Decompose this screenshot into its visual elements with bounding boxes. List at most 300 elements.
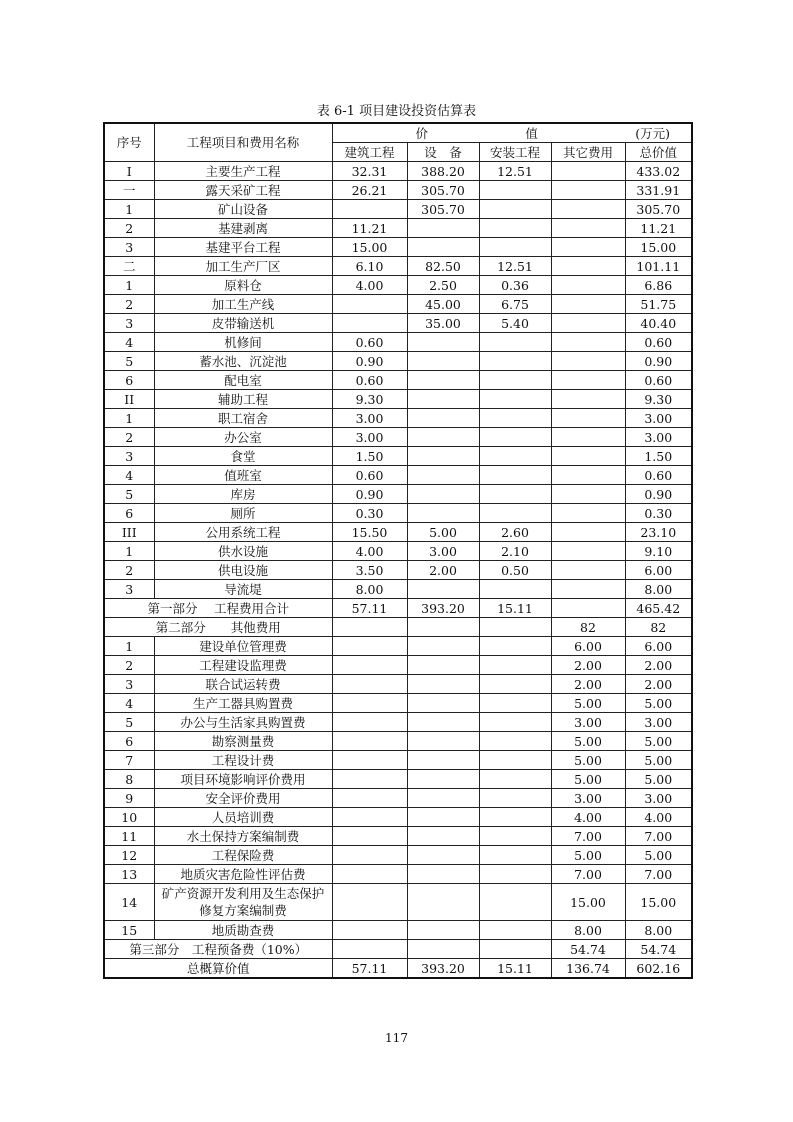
row-equip	[407, 789, 479, 808]
header-value-char-2: 值	[525, 125, 538, 141]
row-equip	[407, 390, 479, 409]
table-row	[104, 219, 692, 238]
row-equip	[407, 428, 479, 447]
table-row	[104, 200, 692, 219]
row-build: 32.31	[332, 162, 407, 181]
row-total: 433.02	[625, 162, 692, 181]
table-row	[104, 333, 692, 352]
row-total: 11.21	[625, 219, 692, 238]
row-build	[332, 637, 407, 656]
row-name: 露天采矿工程	[154, 181, 332, 200]
row-install	[479, 865, 551, 884]
row-name: 厕所	[154, 504, 332, 523]
row-install	[479, 751, 551, 770]
row-equip	[407, 921, 479, 940]
table-caption: 表 6-1 项目建设投资估算表	[316, 104, 477, 119]
row-total: 9.30	[625, 390, 692, 409]
row-equip	[407, 808, 479, 827]
row-index: 5	[104, 485, 154, 504]
header-index: 序号	[104, 123, 154, 162]
row-index: 3	[104, 675, 154, 694]
row-equip: 45.00	[407, 295, 479, 314]
row-index: II	[104, 390, 154, 409]
row-other	[551, 523, 625, 542]
row-total: 6.86	[625, 276, 692, 295]
row-equip	[407, 656, 479, 675]
row-other: 2.00	[551, 675, 625, 694]
row-equip: 35.00	[407, 314, 479, 333]
row-other	[551, 200, 625, 219]
part3-contingency-row-install	[479, 940, 551, 959]
table-row	[104, 352, 692, 371]
row-equip	[407, 732, 479, 751]
row-other	[551, 238, 625, 257]
row-total: 0.60	[625, 333, 692, 352]
row-install	[479, 447, 551, 466]
row-name: 职工宿舍	[154, 409, 332, 428]
row-install	[479, 200, 551, 219]
row-build: 0.60	[332, 466, 407, 485]
row-build	[332, 751, 407, 770]
row-equip	[407, 219, 479, 238]
row-install	[479, 675, 551, 694]
grand-total-row-build: 57.11	[332, 959, 407, 979]
part3-contingency-row-label: 第三部分 工程预备费（10%）	[104, 940, 332, 959]
row-total: 7.00	[625, 865, 692, 884]
part1-subtotal-row-build: 57.11	[332, 599, 407, 618]
row-build: 4.00	[332, 542, 407, 561]
row-total: 101.11	[625, 257, 692, 276]
header-install: 安装工程	[479, 143, 551, 162]
table-row	[104, 542, 692, 561]
row-equip	[407, 865, 479, 884]
row-total: 3.00	[625, 428, 692, 447]
row-install	[479, 466, 551, 485]
row-other	[551, 542, 625, 561]
row-equip: 82.50	[407, 257, 479, 276]
row-install	[479, 352, 551, 371]
row-equip	[407, 713, 479, 732]
row-install	[479, 827, 551, 846]
row-index: 2	[104, 219, 154, 238]
row-index: 3	[104, 238, 154, 257]
row-install: 12.51	[479, 257, 551, 276]
row-equip: 2.50	[407, 276, 479, 295]
part3-contingency-row-equip	[407, 940, 479, 959]
row-total: 23.10	[625, 523, 692, 542]
row-install	[479, 770, 551, 789]
row-index: 3	[104, 580, 154, 599]
table-row	[104, 827, 692, 846]
row-total: 0.60	[625, 466, 692, 485]
row-install	[479, 789, 551, 808]
row-other	[551, 181, 625, 200]
row-other	[551, 504, 625, 523]
row-index: 一	[104, 181, 154, 200]
row-build	[332, 732, 407, 751]
row-total: 305.70	[625, 200, 692, 219]
row-install	[479, 656, 551, 675]
row-build: 3.00	[332, 428, 407, 447]
row-total: 3.00	[625, 713, 692, 732]
row-build	[332, 200, 407, 219]
row-total: 9.10	[625, 542, 692, 561]
row-install	[479, 884, 551, 921]
table-row	[104, 485, 692, 504]
row-install	[479, 694, 551, 713]
row-other: 5.00	[551, 770, 625, 789]
table-row	[104, 865, 692, 884]
table-row	[104, 561, 692, 580]
row-total: 5.00	[625, 751, 692, 770]
row-install	[479, 371, 551, 390]
table-body	[104, 123, 692, 978]
row-other	[551, 314, 625, 333]
row-total: 0.60	[625, 371, 692, 390]
row-name: 值班室	[154, 466, 332, 485]
row-install: 12.51	[479, 162, 551, 181]
row-build	[332, 808, 407, 827]
part1-subtotal-row-label: 第一部分 工程费用合计	[104, 599, 332, 618]
row-equip: 305.70	[407, 181, 479, 200]
row-equip	[407, 466, 479, 485]
row-build	[332, 314, 407, 333]
row-index: 2	[104, 656, 154, 675]
row-build: 0.60	[332, 371, 407, 390]
row-name: 工程保险费	[154, 846, 332, 865]
header-value-char-1: 价	[415, 125, 429, 141]
row-other: 4.00	[551, 808, 625, 827]
row-index: 1	[104, 409, 154, 428]
row-total: 7.00	[625, 827, 692, 846]
row-other: 3.00	[551, 713, 625, 732]
row-build	[332, 675, 407, 694]
row-other	[551, 485, 625, 504]
row-name: 库房	[154, 485, 332, 504]
row-total: 15.00	[625, 884, 692, 921]
row-name: 水土保持方案编制费	[154, 827, 332, 846]
row-install: 2.10	[479, 542, 551, 561]
row-equip	[407, 447, 479, 466]
row-name: 地质灾害危险性评估费	[154, 865, 332, 884]
row-build: 3.00	[332, 409, 407, 428]
row-other	[551, 295, 625, 314]
row-install: 2.60	[479, 523, 551, 542]
table-row	[104, 428, 692, 447]
row-other	[551, 580, 625, 599]
row-other: 5.00	[551, 694, 625, 713]
row-install	[479, 713, 551, 732]
part1-subtotal-row-install: 15.11	[479, 599, 551, 618]
table-row	[104, 523, 692, 542]
row-index: 5	[104, 713, 154, 732]
row-name: 供水设施	[154, 542, 332, 561]
row-install	[479, 181, 551, 200]
row-index: 1	[104, 276, 154, 295]
row-name: 公用系统工程	[154, 523, 332, 542]
row-equip	[407, 846, 479, 865]
row-index: I	[104, 162, 154, 181]
row-other	[551, 447, 625, 466]
row-index: 4	[104, 333, 154, 352]
table-row	[104, 276, 692, 295]
row-total: 2.00	[625, 675, 692, 694]
row-other: 15.00	[551, 884, 625, 921]
part3-contingency-row	[104, 940, 692, 959]
row-other: 5.00	[551, 846, 625, 865]
part2-other-fees-row-equip	[407, 618, 479, 637]
header-value-group	[332, 123, 692, 143]
row-other: 5.00	[551, 732, 625, 751]
row-install	[479, 808, 551, 827]
part2-other-fees-row-install	[479, 618, 551, 637]
row-equip: 388.20	[407, 162, 479, 181]
row-build: 9.30	[332, 390, 407, 409]
row-name: 原料仓	[154, 276, 332, 295]
table-row	[104, 732, 692, 751]
row-equip	[407, 580, 479, 599]
row-index: 1	[104, 200, 154, 219]
part2-other-fees-row-total: 82	[625, 618, 692, 637]
row-equip	[407, 694, 479, 713]
table-row	[104, 846, 692, 865]
row-equip	[407, 409, 479, 428]
grand-total-row-install: 15.11	[479, 959, 551, 979]
row-name: 导流堤	[154, 580, 332, 599]
row-name: 蓄水池、沉淀池	[154, 352, 332, 371]
row-index: 8	[104, 770, 154, 789]
row-total: 8.00	[625, 921, 692, 940]
row-total: 6.00	[625, 637, 692, 656]
header-value-unit: (万元)	[635, 125, 671, 141]
investment-table	[103, 122, 693, 979]
row-total: 3.00	[625, 789, 692, 808]
row-name: 工程设计费	[154, 751, 332, 770]
row-install	[479, 580, 551, 599]
row-build	[332, 884, 407, 921]
table-row	[104, 637, 692, 656]
row-name: 生产工器具购置费	[154, 694, 332, 713]
row-name: 办公与生活家具购置费	[154, 713, 332, 732]
grand-total-row-total: 602.16	[625, 959, 692, 979]
part1-subtotal-row-total: 465.42	[625, 599, 692, 618]
row-install: 5.40	[479, 314, 551, 333]
row-install	[479, 390, 551, 409]
row-name: 建设单位管理费	[154, 637, 332, 656]
table-row	[104, 390, 692, 409]
row-equip: 2.00	[407, 561, 479, 580]
row-name: 联合试运转费	[154, 675, 332, 694]
table-row	[104, 447, 692, 466]
row-build: 0.90	[332, 352, 407, 371]
row-install	[479, 921, 551, 940]
row-install	[479, 428, 551, 447]
row-name: 安全评价费用	[154, 789, 332, 808]
row-total: 15.00	[625, 238, 692, 257]
row-equip	[407, 371, 479, 390]
row-other	[551, 428, 625, 447]
table-row	[104, 181, 692, 200]
row-build: 26.21	[332, 181, 407, 200]
header-build: 建筑工程	[332, 143, 407, 162]
row-name: 基建平台工程	[154, 238, 332, 257]
row-name: 辅助工程	[154, 390, 332, 409]
table-row	[104, 314, 692, 333]
row-other: 6.00	[551, 637, 625, 656]
row-index: 13	[104, 865, 154, 884]
row-total: 5.00	[625, 694, 692, 713]
row-other	[551, 162, 625, 181]
row-build: 1.50	[332, 447, 407, 466]
row-other	[551, 371, 625, 390]
row-index: 2	[104, 295, 154, 314]
row-install	[479, 504, 551, 523]
row-build	[332, 846, 407, 865]
row-name: 皮带输送机	[154, 314, 332, 333]
row-index: 6	[104, 504, 154, 523]
row-equip	[407, 333, 479, 352]
table-row	[104, 656, 692, 675]
row-index: 4	[104, 466, 154, 485]
row-other: 5.00	[551, 751, 625, 770]
table-row	[104, 713, 692, 732]
table-row	[104, 466, 692, 485]
row-total: 8.00	[625, 580, 692, 599]
header-total: 总价值	[625, 143, 692, 162]
part2-other-fees-row-build	[332, 618, 407, 637]
table-row	[104, 371, 692, 390]
row-total: 0.30	[625, 504, 692, 523]
table-row	[104, 162, 692, 181]
row-other	[551, 219, 625, 238]
table-row	[104, 808, 692, 827]
row-index: 3	[104, 314, 154, 333]
row-other	[551, 276, 625, 295]
table-row	[104, 675, 692, 694]
row-build	[332, 656, 407, 675]
row-name: 机修间	[154, 333, 332, 352]
row-index: 2	[104, 428, 154, 447]
part3-contingency-row-other: 54.74	[551, 940, 625, 959]
grand-total-row	[104, 959, 692, 979]
grand-total-row-other: 136.74	[551, 959, 625, 979]
row-total: 51.75	[625, 295, 692, 314]
row-build: 0.60	[332, 333, 407, 352]
row-other: 2.00	[551, 656, 625, 675]
row-index: III	[104, 523, 154, 542]
row-equip: 5.00	[407, 523, 479, 542]
row-index: 4	[104, 694, 154, 713]
header-row-1	[104, 123, 692, 143]
row-build	[332, 694, 407, 713]
row-build	[332, 865, 407, 884]
row-name: 加工生产厂区	[154, 257, 332, 276]
row-index: 1	[104, 637, 154, 656]
row-total: 4.00	[625, 808, 692, 827]
row-install	[479, 846, 551, 865]
row-other	[551, 257, 625, 276]
row-total: 0.90	[625, 485, 692, 504]
row-other	[551, 390, 625, 409]
row-name: 勘察测量费	[154, 732, 332, 751]
row-build: 15.50	[332, 523, 407, 542]
row-index: 15	[104, 921, 154, 940]
row-index: 7	[104, 751, 154, 770]
row-equip	[407, 485, 479, 504]
row-equip	[407, 352, 479, 371]
row-other	[551, 333, 625, 352]
table-row	[104, 770, 692, 789]
row-build	[332, 827, 407, 846]
table-row	[104, 409, 692, 428]
row-equip	[407, 751, 479, 770]
table-row	[104, 694, 692, 713]
part1-subtotal-row-other	[551, 599, 625, 618]
row-other	[551, 466, 625, 485]
grand-total-row-equip: 393.20	[407, 959, 479, 979]
row-total: 2.00	[625, 656, 692, 675]
row-install: 0.50	[479, 561, 551, 580]
row-name: 地质勘查费	[154, 921, 332, 940]
part3-contingency-row-total: 54.74	[625, 940, 692, 959]
row-build: 3.50	[332, 561, 407, 580]
row-name: 办公室	[154, 428, 332, 447]
part2-other-fees-row-other: 82	[551, 618, 625, 637]
table-row	[104, 789, 692, 808]
row-name: 人员培训费	[154, 808, 332, 827]
row-total: 5.00	[625, 846, 692, 865]
row-index: 2	[104, 561, 154, 580]
row-name: 主要生产工程	[154, 162, 332, 181]
row-total: 331.91	[625, 181, 692, 200]
row-index: 11	[104, 827, 154, 846]
row-other: 3.00	[551, 789, 625, 808]
table-row	[104, 504, 692, 523]
part2-other-fees-row-label: 第二部分 其他费用	[104, 618, 332, 637]
row-name: 供电设施	[154, 561, 332, 580]
page-number: 117	[385, 1031, 408, 1045]
table-row	[104, 580, 692, 599]
row-total: 5.00	[625, 770, 692, 789]
row-install	[479, 219, 551, 238]
row-build: 4.00	[332, 276, 407, 295]
row-index: 3	[104, 447, 154, 466]
row-install	[479, 238, 551, 257]
table-row	[104, 921, 692, 940]
row-install	[479, 637, 551, 656]
row-index: 12	[104, 846, 154, 865]
row-build	[332, 789, 407, 808]
row-other	[551, 409, 625, 428]
row-equip	[407, 238, 479, 257]
row-name: 配电室	[154, 371, 332, 390]
row-other: 8.00	[551, 921, 625, 940]
table-row	[104, 257, 692, 276]
row-equip	[407, 637, 479, 656]
row-total: 0.90	[625, 352, 692, 371]
header-equip: 设 备	[407, 143, 479, 162]
row-install	[479, 732, 551, 751]
row-total: 5.00	[625, 732, 692, 751]
row-index: 9	[104, 789, 154, 808]
row-name: 食堂	[154, 447, 332, 466]
row-index: 6	[104, 371, 154, 390]
row-build: 0.30	[332, 504, 407, 523]
row-build: 11.21	[332, 219, 407, 238]
row-other	[551, 352, 625, 371]
header-other: 其它费用	[551, 143, 625, 162]
row-equip	[407, 770, 479, 789]
